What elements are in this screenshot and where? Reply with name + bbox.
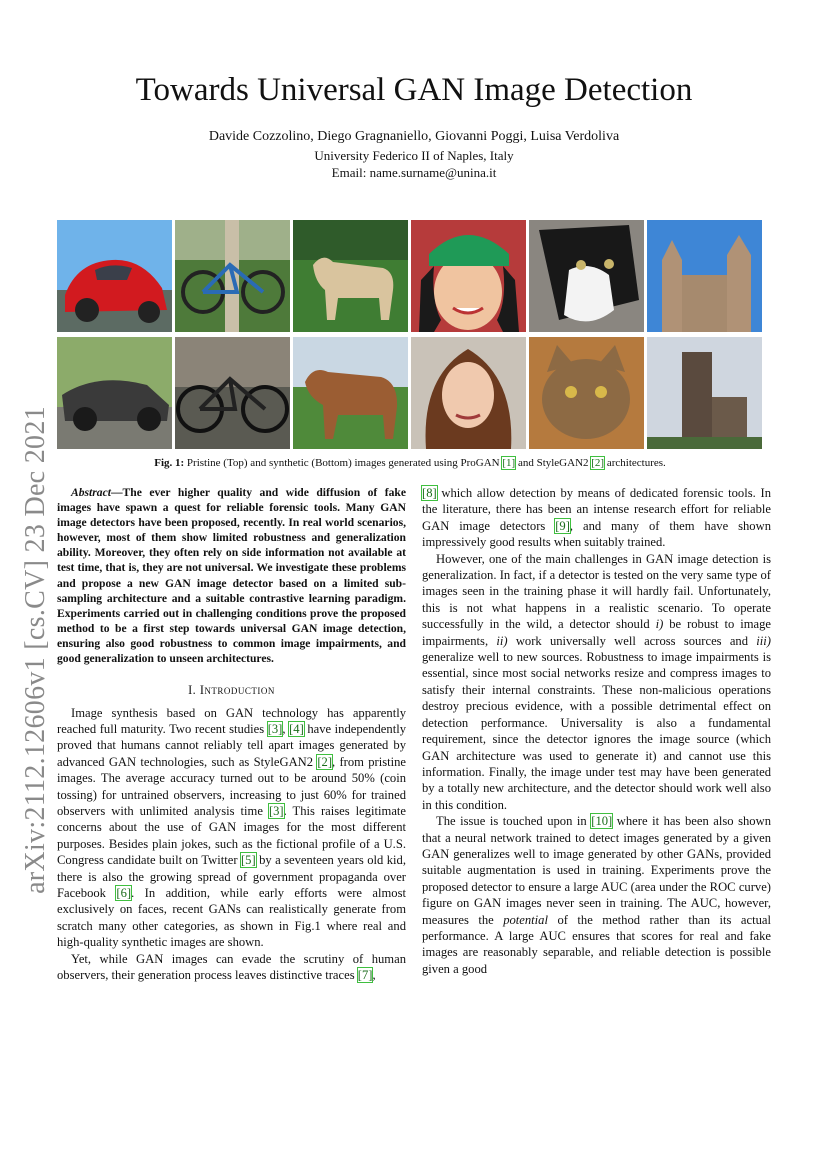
caption-label: Fig. 1:: [154, 457, 185, 469]
photo-synthetic-bicycle: [175, 337, 290, 449]
figure-image-grid: [57, 220, 763, 449]
photo-synthetic-car: [57, 337, 172, 449]
paragraph: The issue is touched upon in [10] where it has been also shown that a neural network trained to detect images generated by a given GAN generalizes well to image generated by other GANs, provided suitable augmentation is used in training. Experiments prove the proposed detector to ensure a large AUC (area under the ROC curve) figure on GAN images never seen in training. The AUC, however, measures the potential of the method rather than its actual performance. A large AUC ensures that scores for real and fake images are reasonably separable, and reliable detection is possible given a good: [422, 814, 771, 976]
paragraph: However, one of the main challenges in GAN image detection is generalization. In fact, if a detector is tested on the very same type of images seen in the training phase it will hardly fail. Unfortunately, this is not what happens in a realistic scenario. To operate successfully in the wild, a detector should i) be robust to image impairments, ii) work universally well across sources and iii) generalize well to new sources. Robustness to image impairments is essential, since most social networks resize and compress images to satisfy their internal constraints. These non-malicious operations destroy precious evidence, with a possible detrimental effect on detection performance. Universality is also a fundamental requirement, since the detector ignores the image source (which GAN architecture was used to generate it) and cannot use this information. Finally, the image under test may have been generated by a totally new architecture, and the detector should work well also in this condition.: [422, 551, 771, 812]
photo-synthetic-church: [647, 337, 762, 449]
left-column: [57, 485, 406, 983]
citation-link[interactable]: [9]: [555, 518, 570, 533]
arxiv-watermark: arXiv:2112.12606v1 [cs.CV] 23 Dec 2021: [20, 406, 51, 894]
email: Email: name.surname@unina.it: [331, 165, 497, 180]
photo-red-car: [57, 220, 172, 332]
photo-synthetic-tabby-cat: [529, 337, 644, 449]
photo-synthetic-woman: [411, 337, 526, 449]
paragraph: Image synthesis based on GAN technology has apparently reached full maturity. Two recent studies [3], [4] have independently proved that humans cannot reliably tell apart images generated by advanced GAN technologies, such as StyleGAN2 [2], from pristine images. The average accuracy turned out to be around 50% (coin tossing) for untrained observers, increasing to just 60% for trained observers with unlimited analysis time [3]. This raises legitimate concerns about the use of GAN images for the most different purposes. Besides plain jokes, such as the fictional profile of a U.S. Congress candidate built on Twitter [5] by a seventeen years old kid, there is also the growing spread of government propaganda over Facebook [6]. In addition, while early efforts were almost exclusively on faces, recent GANs can realistically generate from scratch many other categories, as shown in Fig.1 where real and high-quality synthetic images are shown.: [57, 705, 406, 950]
citation-link[interactable]: [3]: [267, 721, 283, 736]
citation-link[interactable]: [8]: [422, 486, 437, 500]
citation-link[interactable]: [2]: [591, 457, 605, 469]
photo-bicycle: [175, 220, 290, 332]
photo-horse-pale: [293, 220, 408, 332]
citation-link[interactable]: [5]: [240, 853, 256, 868]
figure-caption: Fig. 1: Pristine (Top) and synthetic (Bottom) images generated using ProGAN [1] and StyleGAN2 [2] architectures.: [154, 457, 666, 469]
citation-link[interactable]: [1]: [502, 457, 516, 469]
citation-link[interactable]: [7]: [357, 968, 373, 983]
photo-girl-green-hat: [411, 220, 526, 332]
photo-cathedral: [647, 220, 762, 332]
right-column: [422, 485, 771, 977]
affiliation: University Federico II of Naples, Italy: [314, 148, 514, 163]
citation-link[interactable]: [10]: [591, 814, 613, 829]
paragraph: Yet, while GAN images can evade the scrutiny of human observers, their generation process leaves distinctive traces [7],: [57, 951, 406, 983]
photo-black-white-cat: [529, 220, 644, 332]
citation-link[interactable]: [2]: [317, 754, 333, 769]
citation-link[interactable]: [3]: [268, 803, 284, 818]
author-list: Davide Cozzolino, Diego Gragnaniello, Giovanni Poggi, Luisa Verdoliva: [208, 129, 620, 144]
citation-link[interactable]: [6]: [116, 886, 132, 900]
photo-synthetic-horse: [293, 337, 408, 449]
section-heading: I. Introduction: [188, 683, 275, 698]
citation-link[interactable]: [4]: [289, 721, 304, 736]
paragraph: [8] which allow detection by means of dedicated forensic tools. In the literature, there has been an intense research effort for reliable GAN image detectors [9], and many of them have shown impressively good results when suitably trained.: [422, 486, 771, 550]
abstract: Abstract—The ever higher quality and wide diffusion of fake images have spawn a quest for reliable forensic tools. Many GAN image detectors have been proposed, recently. In real world scenarios, however, most of them show limited robustness and generalization ability. Moreover, they often rely on side information not available at test time, that is, they are not universal. We investigate these problems and propose a new GAN image detector based on a limited sub-sampling architecture and a suitable contrastive learning paradigm. Experiments carried out in challenging conditions prove the proposed method to be a first step towards universal GAN image detection, ensuring also good robustness to common image impairments, and good generalization to unseen architectures.: [57, 486, 406, 666]
paper-title: Towards Universal GAN Image Detection: [135, 72, 693, 108]
